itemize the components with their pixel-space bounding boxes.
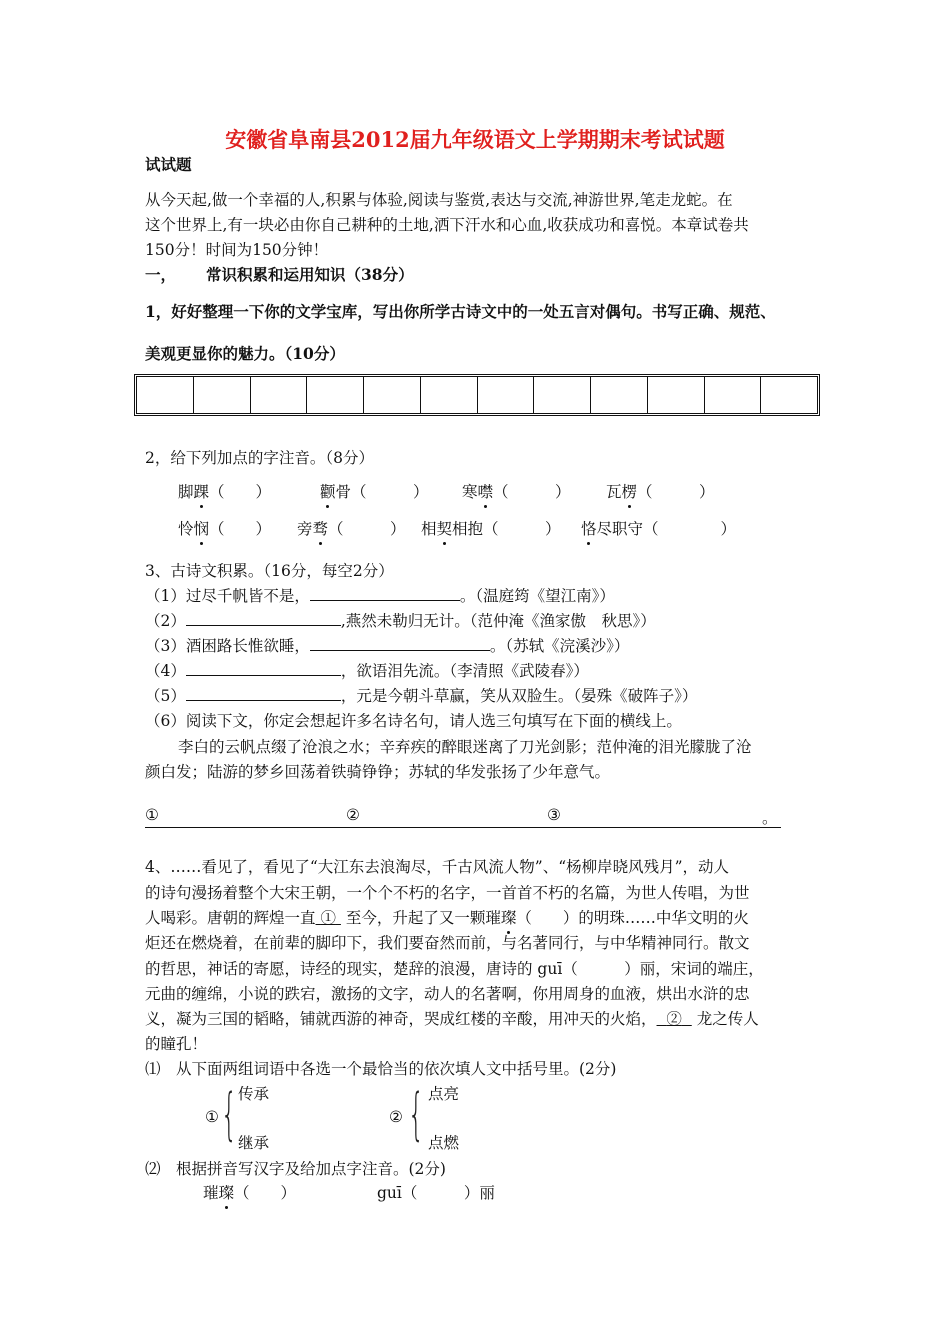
- q2-item: 恪尽职守（ ）: [581, 517, 736, 539]
- answer-blank[interactable]: [310, 634, 490, 651]
- group-a-option-bottom[interactable]: 继承: [238, 1134, 270, 1152]
- q3-item-4: （4） ，欲语泪先流。（李清照《武陵春》）: [145, 659, 589, 681]
- q2-item: 怜悯（ ）: [178, 517, 271, 539]
- q2-item: 脚踝（ ）: [178, 480, 271, 502]
- q4-line-6: 元曲的缠绵，小说的跌宕，激扬的文字，动人的名著啊，你用周身的血液，烘出水浒的忠: [145, 985, 750, 1003]
- q2-label: 2，给下列加点的字注音。（8分）: [145, 449, 374, 467]
- q4-line-5: 的哲思，神话的寄愿，诗经的现实，楚辞的浪漫，唐诗的 guī（ ）丽，宋词的端庄，: [145, 960, 764, 978]
- q4-line-2: 的诗句漫扬着整个大宋王朝，一个个不朽的名字，一首首不朽的名篇，为世人传唱，为世: [145, 884, 750, 902]
- q3-passage-2: 颜白发；陆游的梦乡回荡着铁骑铮铮；苏轼的华发张扬了少年意气。: [145, 763, 611, 781]
- grid-cell[interactable]: [421, 377, 478, 413]
- intro-line-3: 150分！时间为150分钟！: [145, 241, 329, 259]
- blank-2[interactable]: ②: [666, 1010, 682, 1028]
- q3-item-1: （1）过尽千帆皆不是， 。（温庭筠《望江南》）: [145, 584, 615, 606]
- q2-item: 相契相抱（ ）: [421, 517, 561, 539]
- q3-item-5: （5） ，元是今朝斗草赢，笑从双脸生。（晏殊《破阵子》）: [145, 684, 697, 706]
- grid-cell[interactable]: [534, 377, 591, 413]
- grid-cell[interactable]: [194, 377, 251, 413]
- grid-cell[interactable]: [478, 377, 535, 413]
- q1-line-2: 美观更显你的魅力。（10分）: [145, 344, 345, 363]
- q1-line-1: 1，好好整理一下你的文学宝库，写出你所学古诗文中的一处五言对偶句。书写正确、规范、: [145, 302, 776, 321]
- q3-item-2: （2） ,燕然未勒归无计。（范仲淹《渔家傲 秋思》）: [145, 609, 656, 631]
- answer-blank[interactable]: [186, 659, 341, 676]
- q3-item-6: （6）阅读下文，你定会想起许多名诗名句，请人选三句填写在下面的横线上。: [145, 712, 682, 730]
- grid-cell[interactable]: [251, 377, 308, 413]
- grid-cell[interactable]: [364, 377, 421, 413]
- q4-line-1: 4、……看见了，看见了“大江东去浪淘尽，千古风流人物”、“杨柳岸晓风残月”，动人: [145, 858, 730, 876]
- q3-label: 3、古诗文积累。（16分，每空2分）: [145, 562, 394, 580]
- group-a-option-top[interactable]: 传承: [238, 1085, 270, 1103]
- q4-sub-2: ⑵ 根据拼音写汉字及给加点字注音。(2分): [145, 1160, 446, 1178]
- subtitle: 试试题: [145, 155, 192, 174]
- grid-cell[interactable]: [761, 377, 817, 413]
- brace-icon: {: [408, 1082, 425, 1147]
- group-b-option-bottom[interactable]: 点燃: [428, 1134, 460, 1152]
- q3-passage-1: 李白的云帆点缀了沧浪之水；辛弃疾的醉眼迷离了刀光剑影；范仲淹的泪光朦胧了沧: [178, 738, 752, 756]
- page-title: 安徽省阜南县2012届九年级语文上学期期末考试试题: [225, 127, 725, 152]
- q2-item: 旁骛（ ）: [297, 517, 406, 539]
- group-a-number: ①: [205, 1108, 219, 1126]
- q4-line-8: 的瞳孔！: [145, 1035, 208, 1053]
- blank-marker-2: ②: [346, 806, 360, 824]
- group-b-number: ②: [389, 1108, 403, 1126]
- grid-cell[interactable]: [307, 377, 364, 413]
- blank-1[interactable]: ①: [320, 909, 336, 927]
- q2-item: 颧骨（ ）: [320, 480, 429, 502]
- blank-marker-1: ①: [145, 806, 159, 824]
- answer-blank[interactable]: [186, 684, 341, 701]
- q4-sub-1: ⑴ 从下面两组词语中各选一个最恰当的依次填人文中括号里。(2分): [145, 1060, 617, 1078]
- q4-sub-2-item-a: 璀璨（ ）: [203, 1181, 296, 1203]
- q2-item: 瓦楞（ ）: [606, 480, 715, 502]
- grid-cell[interactable]: [137, 377, 194, 413]
- q2-item: 寒噤（ ）: [462, 480, 571, 502]
- blank-marker-3: ③: [547, 806, 561, 824]
- intro-line-1: 从今天起,做一个幸福的人,积累与体验,阅读与鉴赏,表达与交流,神游世界,笔走龙蛇。在: [145, 191, 733, 209]
- intro-line-2: 这个世界上,有一块必由你自己耕种的土地,洒下汗水和心血,收获成功和喜悦。本章试卷共: [145, 216, 749, 234]
- answer-blank[interactable]: [186, 609, 341, 626]
- q3-item-3: （3）酒困路长惟欲睡， 。（苏轼《浣溪沙》）: [145, 634, 629, 656]
- grid-cell[interactable]: [591, 377, 648, 413]
- section-1-number: 一，: [145, 265, 177, 284]
- brace-icon: {: [221, 1082, 238, 1147]
- grid-cell[interactable]: [648, 377, 705, 413]
- q4-sub-2-item-b: guī（ ）丽: [377, 1184, 495, 1202]
- writing-grid: [134, 374, 820, 416]
- section-1-heading: 常识积累和运用知识（38分）: [206, 265, 414, 284]
- q4-line-4: 炬还在燃烧着，在前辈的脚印下，我们要奋然而前，与名著同行，与中华精神同行。散文: [145, 934, 750, 952]
- blank-end-period: 。: [762, 809, 778, 827]
- q3-answer-line[interactable]: [145, 808, 781, 828]
- answer-blank[interactable]: [310, 584, 460, 601]
- q4-line-3: 人喝彩。唐朝的辉煌一直 ① 至今，升起了又一颗璀璨（ ）的明珠……中华文明的火: [145, 906, 749, 928]
- q4-line-7: 义，凝为三国的韬略，铺就西游的神奇，哭成红楼的辛酸，用冲天的火焰， ② 龙之传人: [145, 1010, 759, 1028]
- group-b-option-top[interactable]: 点亮: [428, 1085, 460, 1103]
- grid-cell[interactable]: [705, 377, 762, 413]
